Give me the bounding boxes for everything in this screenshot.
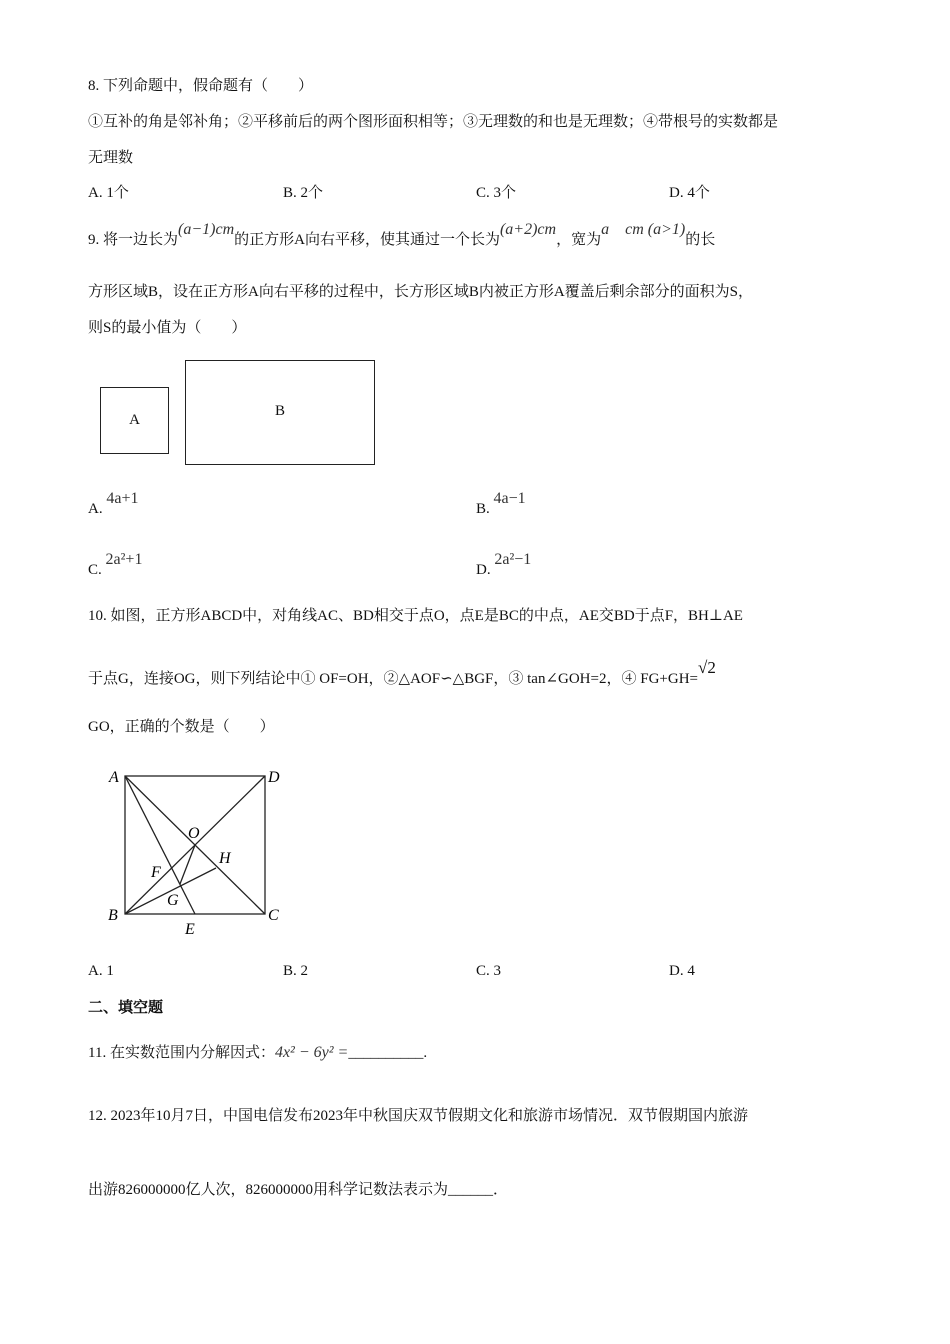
q9-option-b: [476, 490, 526, 519]
q9-option-c: [88, 551, 143, 580]
q11-blank: __________: [348, 1045, 424, 1061]
option-letter: C.: [88, 562, 102, 578]
q9-text: ，宽为: [556, 232, 602, 248]
rectangle-b-label: B: [274, 403, 285, 419]
label-d: D: [268, 769, 280, 786]
q10-option-b: B. 2: [283, 963, 309, 979]
q12-stem-cont: 出游826000000亿人次，826000000用科学记数法表示为______．: [88, 1182, 509, 1198]
q10-stem-cont2: GO，正确的个数是（ ）: [88, 719, 275, 735]
q9-option-a: [88, 490, 139, 519]
segment-ae: [125, 776, 195, 914]
q10-text: 于点G，连接OG，则下列结论中① OF=OH，②△AOF∽△BGF，③ tan∠GOH=2，④ FG+GH=: [88, 671, 698, 687]
q9-stem-cont2: 则S的最小值为（ ）: [88, 320, 247, 336]
q8-option-a: A. 1个: [88, 185, 129, 201]
label-b: B: [108, 907, 118, 924]
q11-text: 11. 在实数范围内分解因式：: [88, 1045, 275, 1061]
label-g: G: [167, 892, 179, 909]
q8-statements: ①互补的角是邻补角；②平移前后的两个图形面积相等；③无理数的和也是无理数；④带根号的实数都是: [88, 114, 779, 130]
option-letter: A.: [88, 501, 103, 517]
segment-og: [180, 845, 195, 884]
square-abcd-figure: [100, 762, 300, 942]
q11-expr: 4x² − 6y² =: [274, 1044, 349, 1061]
q8-option-d: D. 4个: [669, 185, 710, 201]
label-o: O: [188, 825, 200, 842]
option-letter: B.: [476, 501, 490, 517]
q8-stem: 8. 下列命题中，假命题有（ ）: [88, 78, 314, 94]
label-h: H: [219, 850, 231, 867]
option-expr: 4a+1: [106, 490, 139, 507]
option-expr: 2a²−1: [494, 551, 532, 568]
option-expr: 4a−1: [493, 490, 526, 507]
label-e: E: [185, 921, 195, 938]
q9-math-side: (a−1)cm: [178, 221, 235, 238]
q9-math-length: (a+2)cm: [499, 221, 557, 238]
q9-text: 9. 将一边长为: [88, 232, 179, 248]
q9-option-d: [476, 551, 532, 580]
q10-stem-cont: [88, 658, 716, 689]
sqrt-two: √2: [698, 658, 716, 677]
q9-text: 的正方形A向右平移，使其通过一个长为: [234, 232, 500, 248]
q11-end: .: [423, 1045, 428, 1061]
square-a: [100, 387, 169, 454]
label-c: C: [268, 907, 279, 924]
section-title: 二、填空题: [88, 998, 164, 1016]
q12-stem: 12. 2023年10月7日，中国电信发布2023年中秋国庆双节假期文化和旅游市场情况．双节假期国内旅游: [88, 1108, 749, 1124]
q9-text: 的长: [685, 232, 716, 248]
q9-math-width: a cm (a>1): [601, 221, 686, 238]
label-a: A: [109, 769, 119, 786]
q10-stem: 10. 如图，正方形ABCD中，对角线AC、BD相交于点O，点E是BC的中点，AE交BD于点F，BH⊥AE: [88, 608, 743, 624]
q9-stem-cont: 方形区域B，设在正方形A向右平移的过程中，长方形区域B内被正方形A覆盖后剩余部分的面积为S，: [88, 284, 754, 300]
option-letter: D.: [476, 562, 491, 578]
q8-option-b: B. 2个: [283, 185, 324, 201]
option-expr: 2a²+1: [105, 551, 143, 568]
rectangle-b: [185, 360, 375, 465]
q10-option-c: C. 3: [476, 963, 502, 979]
q10-option-a: A. 1: [88, 963, 114, 979]
q10-option-d: D. 4: [669, 963, 695, 979]
q11: [88, 1043, 427, 1063]
q8-option-c: C. 3个: [476, 185, 517, 201]
square-a-label: A: [129, 412, 140, 428]
label-f: F: [151, 864, 161, 881]
q8-statements-cont: 无理数: [88, 150, 134, 166]
q9-stem: [88, 221, 716, 250]
